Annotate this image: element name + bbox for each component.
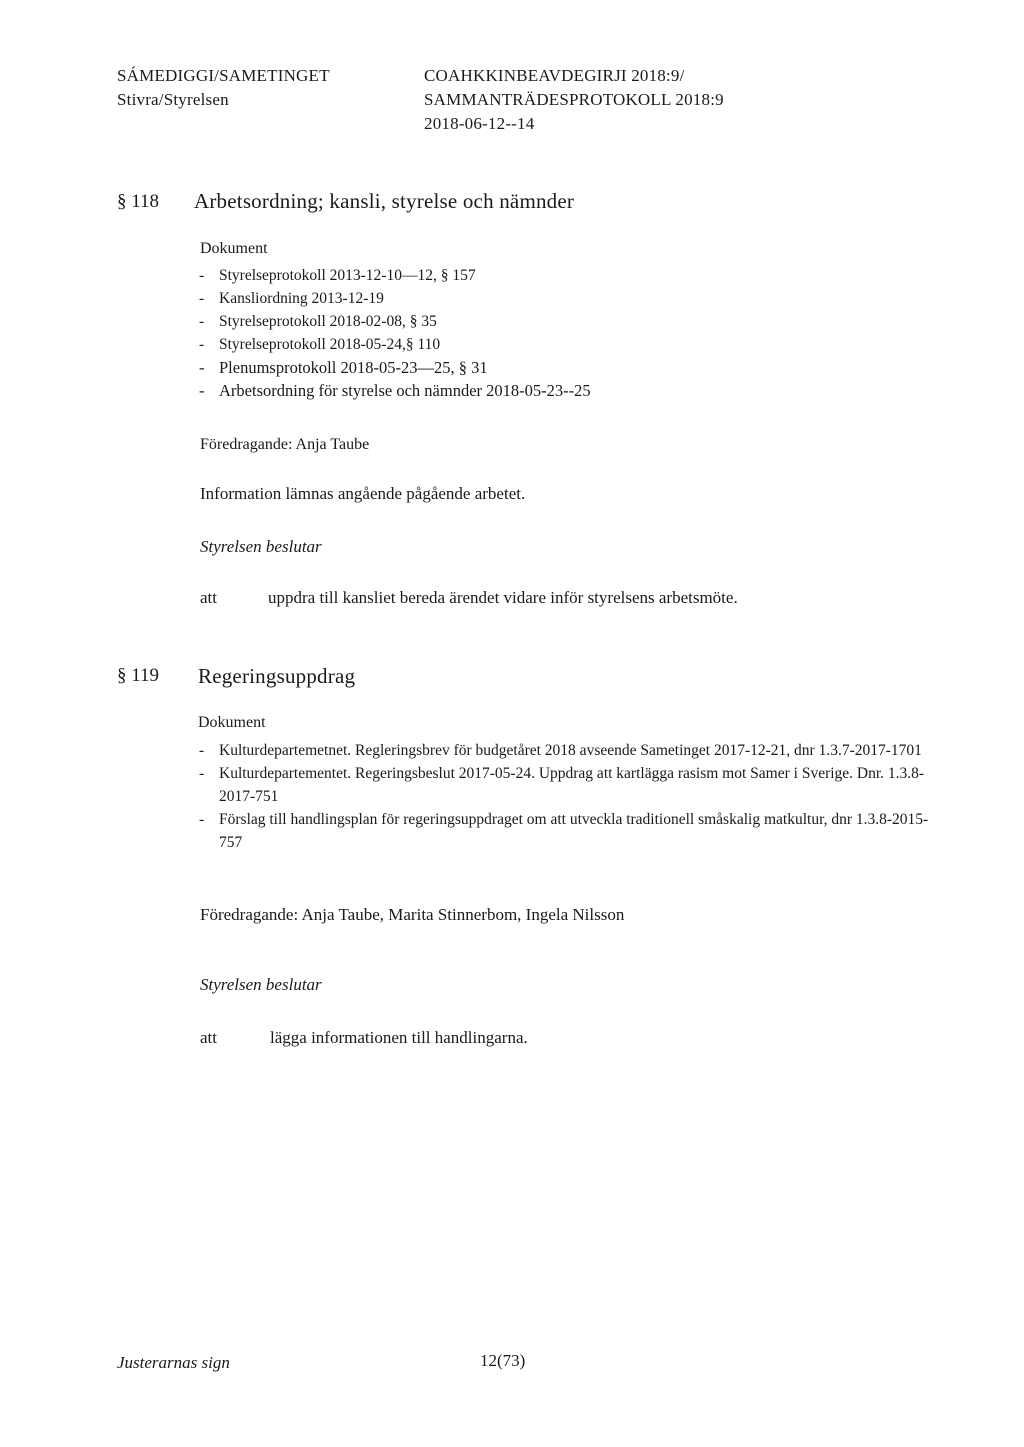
section-118-decision-text: uppdra till kansliet bereda ärendet vidare inför styrelsens arbetsmöte. [268,588,738,607]
section-119-title: Regeringsuppdrag [198,664,356,688]
section-118-information: Information lämnas angående pågående arbetet. [200,484,526,503]
list-item: - Arbetsordning för styrelse och nämnder 2018-05-23--25 [199,381,591,400]
section-118-document-list [199,264,591,402]
section-119-decision-att: att [200,1028,217,1047]
footer-page-number: 12(73) [480,1351,526,1370]
list-item: - Styrelseprotokoll 2013-12-10—12, § 157 [199,267,476,284]
section-119-decision-heading: Styrelsen beslutar [200,975,322,994]
list-item: - Kulturdepartemetnet. Regleringsbrev för budgetåret 2018 avseende Sametinget 2017-12-21, dnr 1.3.7-2017-1701 [199,742,922,759]
section-119-presenter: Föredragande: Anja Taube, Marita Stinnerbom, Ingela Nilsson [200,905,625,924]
doc-title-sami: COAHKKINBEAVDEGIRJI 2018:9/ [424,66,685,85]
footer-sign-label: Justerarnas sign [117,1353,230,1372]
section-118-decision-att: att [200,588,217,607]
doc-title-swedish: SAMMANTRÄDESPROTOKOLL 2018:9 [424,90,724,109]
section-118-number: § 118 [117,191,160,212]
section-118-documents-label: Dokument [200,240,268,257]
list-item: - Kansliordning 2013-12-19 [199,290,384,307]
list-item: - Styrelseprotokoll 2018-05-24,§ 110 [199,336,441,353]
section-119-decision-text: lägga informationen till handlingarna. [270,1028,528,1047]
list-item: - Styrelseprotokoll 2018-02-08, § 35 [199,313,437,330]
section-118-decision-heading: Styrelsen beslutar [200,537,322,556]
org-unit: Stivra/Styrelsen [117,90,229,109]
section-119-number: § 119 [117,665,160,686]
list-item: - Kulturdepartementet. Regeringsbeslut 2017-05-24. Uppdrag att kartlägga rasism mot Samer i Sverige. Dnr. 1.3.8-2017-751 [199,765,925,805]
list-item: - Förslag till handlingsplan för regeringsuppdraget om att utveckla traditionell småskalig matkultur, dnr 1.3.8-2015-757 [199,811,929,851]
meeting-dates: 2018-06-12--14 [424,114,535,133]
org-name: SÁMEDIGGI/SAMETINGET [117,66,330,85]
section-118-presenter: Föredragande: Anja Taube [200,436,370,453]
section-118-title: Arbetsordning; kansli, styrelse och nämnder [194,189,575,213]
list-item: - Plenumsprotokoll 2018-05-23—25, § 31 [199,358,488,377]
section-119-documents-label: Dokument [198,714,266,731]
section-119-document-list [199,739,929,854]
